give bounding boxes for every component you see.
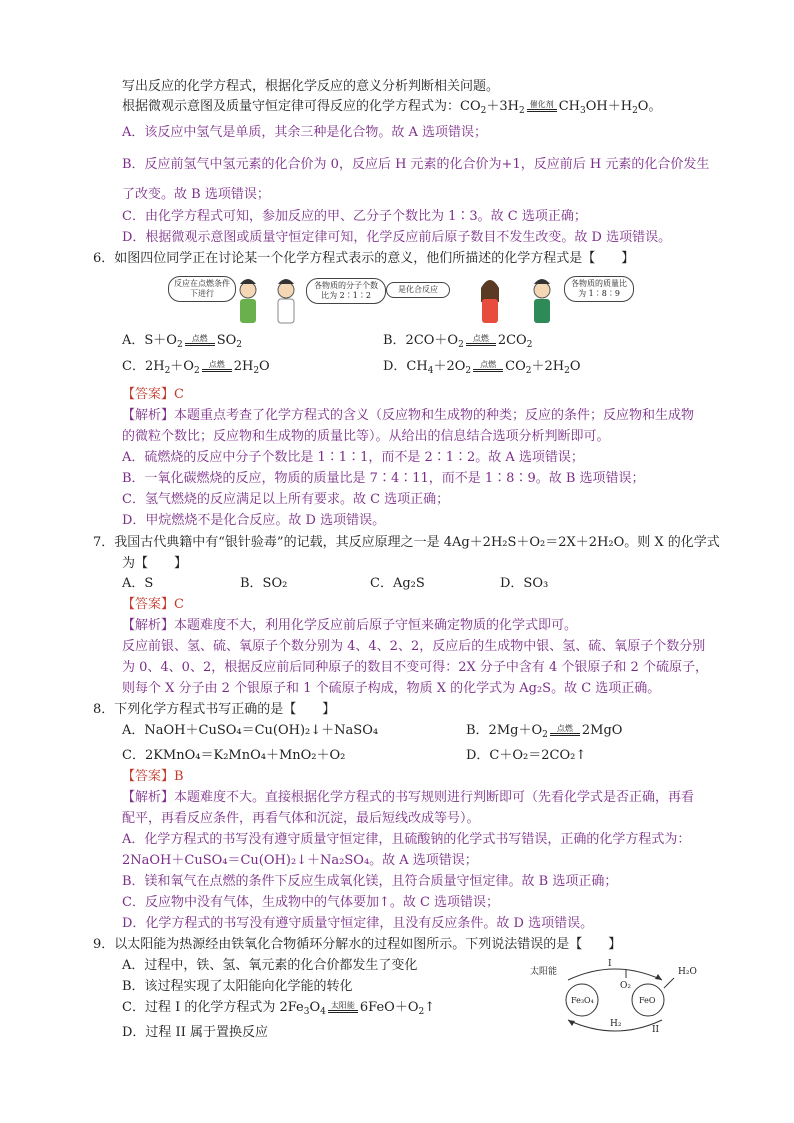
q7-option-b: B．SO₂: [240, 576, 288, 591]
svg-text:H₂: H₂: [610, 1019, 622, 1029]
students-figure: [168, 272, 627, 328]
q9-option-d: D．过程 II 属于置换反应: [122, 1025, 268, 1040]
question-7-stem-1: 7．我国古代典籍中有“银针验毒”的记载，其反应原理之一是 4Ag＋2H₂S＋O₂＝2X＋2H₂O。则 X 的化学式: [93, 535, 720, 550]
svg-text:H₂O: H₂O: [678, 967, 697, 977]
svg-text:II: II: [652, 1025, 660, 1035]
question-8-stem: 8．下列化学方程式书写正确的是【 】: [93, 702, 336, 717]
q7-option-a: A．S: [122, 576, 154, 591]
q8-option-c: C．2KMnO₄＝K₂MnO₄＋MnO₂＋O₂: [122, 748, 346, 763]
option-analysis-c: C．由化学方程式可知，参加反应的甲、乙分子个数比为 1∶3。故 C 选项正确；: [122, 209, 587, 224]
equation-line: 根据微观示意图及质量守恒定律可得反应的化学方程式为：$CO_2+3H_2$ 催化剂 $CH_3OH+H_2O$。: [122, 99, 662, 116]
text-line: 写出反应的化学方程式，根据化学反应的意义分析判断相关问题。: [122, 79, 500, 94]
option-analysis-a: A．该反应中氢气是单质，其余三种是化合物。故 A 选项错误；: [122, 125, 488, 140]
q8-analysis-b: B．镁和氧气在点燃的条件下反应生成氧化镁，且符合质量守恒定律。故 B 选项正确；: [122, 874, 618, 889]
q8-analysis-2: 配平，再看反应条件，再看气体和沉淀，最后短线改成等号）。: [122, 811, 480, 826]
question-6-stem: 6．如图四位同学正在讨论某一个化学方程式表示的意义，他们所描述的化学方程式是【 】: [93, 251, 635, 266]
q8-option-d: D．C＋O₂＝2CO₂↑: [466, 748, 587, 763]
svg-text:FeO: FeO: [639, 996, 656, 1005]
q7-analysis-l3: 则每个 X 分子由 2 个银原子和 1 个硫原子构成，物质 X 的化学式为 Ag₂S。故 C 选项正确。: [122, 681, 661, 696]
q7-answer: 【答案】C: [122, 597, 184, 612]
q6-analysis-d: D．甲烷燃烧不是化合反应。故 D 选项错误。: [122, 513, 386, 528]
option-analysis-b2: 了改变。故 B 选项错误；: [122, 187, 270, 202]
q6-analysis-2: 的微粒个数比；反应物和生成物的质量比等）。从给出的信息结合选项分析判断即可。: [122, 429, 610, 444]
bubble-2: 各物质的分子个数比为 2∶1∶2: [306, 278, 386, 304]
svg-text:O₂: O₂: [620, 981, 631, 991]
q6-answer: 【答案】C: [122, 387, 184, 402]
question-7-stem-2: 为【 】: [122, 556, 188, 571]
q8-option-a: A．NaOH＋CuSO₄＝Cu(OH)₂↓＋NaSO₄: [122, 723, 379, 738]
option-analysis-d: D．根据微观示意图或质量守恒定律可知，化学反应前后原子数目不发生改变。故 D 选项错误。: [122, 230, 672, 245]
q6-option-c: C．$2H_2+O_2$ 点燃 $2H_2O$: [122, 359, 270, 376]
q8-analysis-d: D．化学方程式的书写没有遵守质量守恒定律，且没有反应条件。故 D 选项错误。: [122, 916, 594, 931]
label-sun: 太阳能: [530, 967, 558, 977]
q8-answer: 【答案】B: [122, 769, 184, 784]
q8-analysis-a2: 2NaOH＋CuSO₄＝Cu(OH)₂↓＋Na₂SO₄。故 A 选项错误；: [122, 853, 478, 868]
q9-option-a: A．过程中，铁、氢、氧元素的化合价都发生了变化: [122, 958, 418, 973]
q8-analysis-c: C．反应物中没有气体，生成物中的气体要加↑。故 C 选项错误；: [122, 895, 500, 910]
q7-analysis-l2: 为 0、4、0、2，根据反应前后同种原子的数目不变可得：2X 分子中含有 4 个银原子和 2 个硫原子，: [122, 660, 708, 675]
q6-option-d: D．$CH_4+2O_2$ 点燃 $CO_2+2H_2O$: [383, 359, 581, 376]
q8-option-b: B．$2Mg+O_2$ 点燃 2MgO: [466, 723, 623, 740]
q9-option-b: B．该过程实现了太阳能向化学能的转化: [122, 979, 353, 994]
q8-analysis-a1: A．化学方程式的书写没有遵守质量守恒定律，且硫酸钠的化学式书写错误，正确的化学方程式为：: [122, 832, 691, 847]
q6-option-a: A．$S+O_2$ 点燃 $SO_2$: [122, 333, 242, 350]
bubble-1: 反应在点燃条件下进行: [168, 276, 236, 302]
iron-oxide-cycle-diagram: [528, 958, 708, 1040]
q6-analysis-1: 【解析】本题重点考查了化学方程式的含义（反应物和生成物的种类；反应的条件；反应物和生成物: [122, 408, 695, 423]
q7-analysis: 【解析】本题难度不大，利用化学反应前后原子守恒来确定物质的化学式即可。: [122, 618, 578, 633]
q7-analysis-l1: 反应前银、氢、硫、氧原子个数分别为 4、4、2、2，反应后的生成物中银、氢、硫、氧原子个数分别: [122, 639, 706, 654]
q6-option-b: B．$2CO+O_2$ 点燃 $2CO_2$: [383, 333, 533, 350]
q6-analysis-c: C．氢气燃烧的反应满足以上所有要求。故 C 选项正确；: [122, 492, 450, 507]
q7-option-d: D．SO₃: [500, 576, 549, 591]
option-analysis-b: B．反应前氢气中氢元素的化合价为 0，反应后 H 元素的化合价为+1，反应前后 H 元素的化合价发生: [122, 157, 710, 172]
q8-analysis-1: 【解析】本题难度不大。直接根据化学方程式的书写规则进行判断即可（先看化学式是否正确，再看: [122, 790, 695, 805]
student-icons: [168, 272, 618, 328]
q6-analysis-b: B．一氧化碳燃烧的反应，物质的质量比是 7∶4∶11，而不是 1∶8∶9。故 B 选项错误；: [122, 471, 645, 486]
bubble-4: 各物质的质量比为 1∶8∶9: [564, 276, 634, 302]
svg-text:Fe₃O₄: Fe₃O₄: [571, 996, 594, 1005]
q6-analysis-a: A．硫燃烧的反应中分子个数比是 1∶1∶1，而不是 2∶1∶2。故 A 选项错误；: [122, 450, 584, 465]
question-9-stem: 9．以太阳能为热源经由铁氧化合物循环分解水的过程如图所示。下列说法错误的是【 】: [93, 937, 622, 952]
svg-text:I: I: [608, 959, 612, 969]
q7-option-c: C．Ag₂S: [370, 576, 425, 591]
q9-option-c: C．过程 I 的化学方程式为 $2Fe_3O_4$ 太阳能 $6FeO+O_2↑$: [122, 1000, 436, 1017]
bubble-3: 是化合反应: [386, 282, 450, 298]
